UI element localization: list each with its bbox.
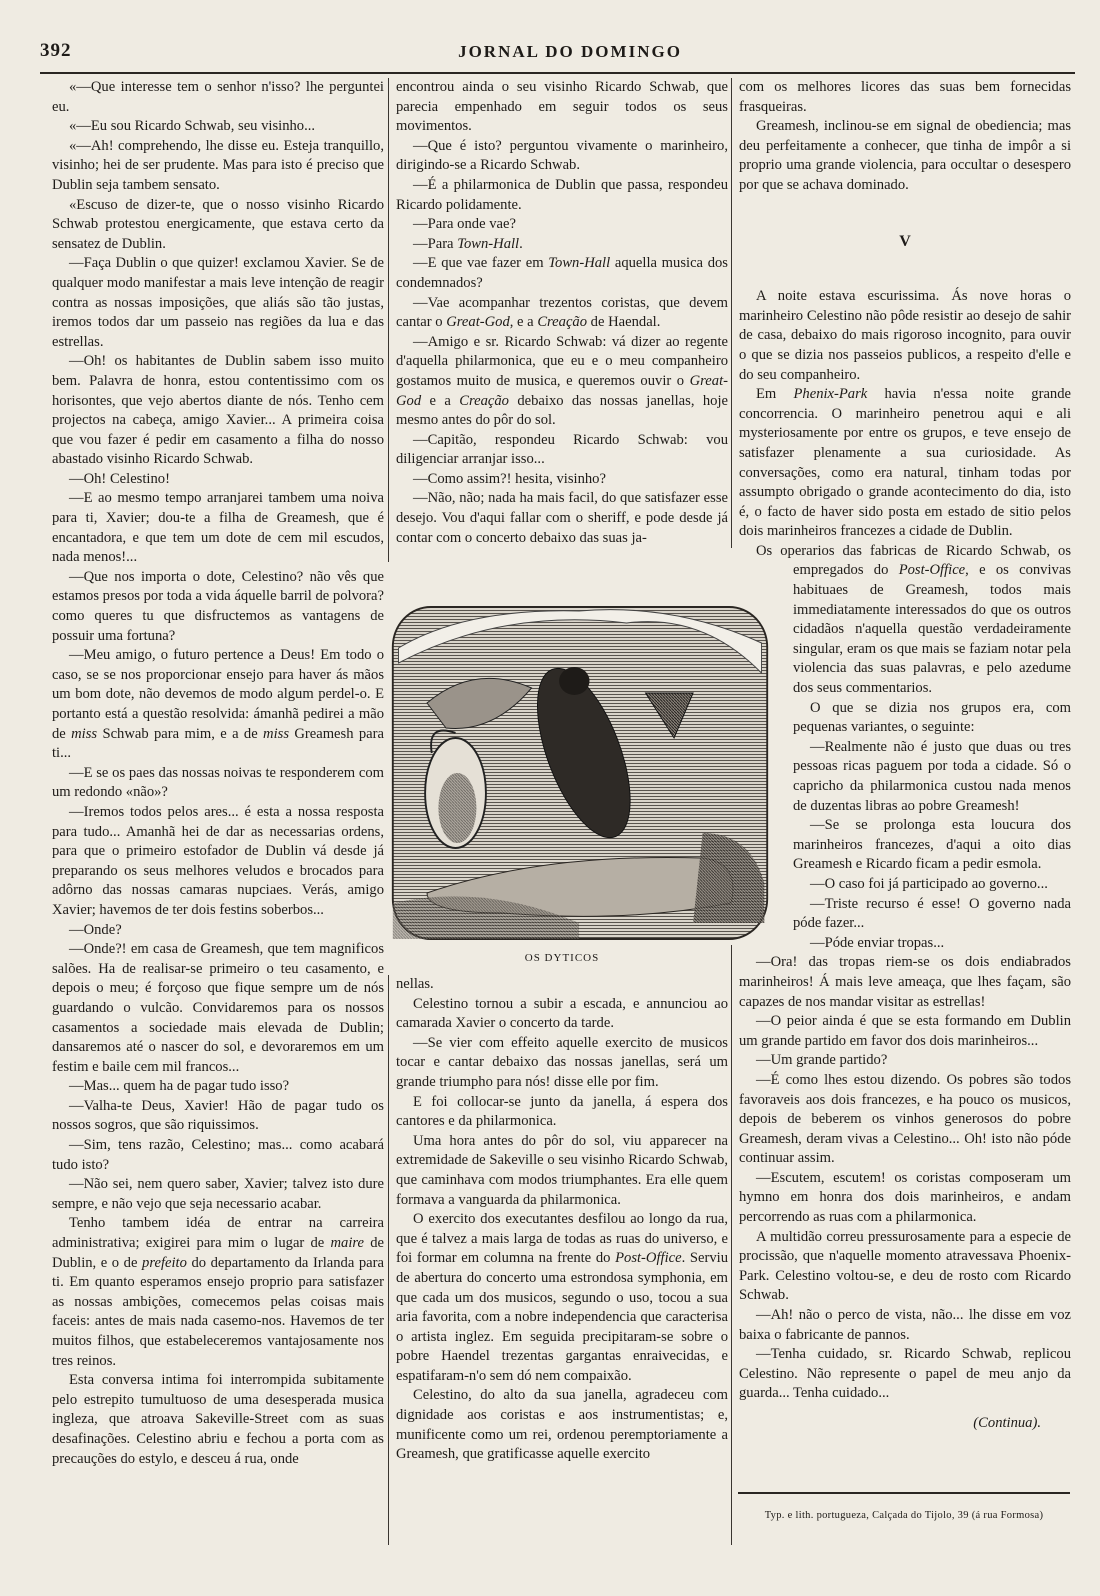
paragraph: O que se dizia nos grupos era, com pequenas variantes, o seguinte: xyxy=(793,699,1071,736)
text-run: . xyxy=(519,235,523,252)
italic-term: Great-God xyxy=(446,314,510,331)
text-run: Os operarios das fabricas de Ricardo Schwab, os empregados do xyxy=(756,542,1071,579)
italic-term: Town-Hall xyxy=(457,235,520,252)
italic-term: miss xyxy=(263,725,289,742)
paragraph: «—Que interesse tem o senhor n'isso? lhe perguntei eu. xyxy=(52,79,384,115)
paragraph: A noite estava escurissima. Ás nove horas o marinheiro Celestino não pôde resistir ao desejo de sahir de casa, debaixo do mais rigoroso incognito, para ouvir o que se dizia nos passeios publicos, a respeito d'elle e do seu companheiro. xyxy=(739,288,1071,383)
paragraph: E foi collocar-se junto da janella, á espera dos cantores e da philarmonica. xyxy=(396,1093,728,1130)
paragraph: —Ora! das tropas riem-se os dois endiabrados marinheiros! Á mais leve ameaça, que lhes façam, são capazes de nos mandar visitar as estrellas! xyxy=(739,954,1071,1010)
paragraph: —Sim, tens razão, Celestino; mas... como acabará tudo isto? xyxy=(52,1137,384,1173)
text-run: —Amigo e sr. Ricardo Schwab: vá dizer ao regente d'aquella philarmonica, que eu e o meu companheiro gostamos muito de musica, e queremos ouvir o xyxy=(396,333,728,389)
paragraph: Celestino tornou a subir a escada, e annunciou ao camarada Xavier o concerto da tarde. xyxy=(396,995,728,1032)
paragraph: —E se os paes das nossas noivas te responderem com um redondo «não»? xyxy=(52,764,384,801)
paragraph: «—Eu sou Ricardo Schwab, seu visinho... xyxy=(69,118,316,135)
text-run: debaixo das nossas janellas, hoje mesmo antes do pôr do sol. xyxy=(396,392,728,429)
text-run: —Vae acompanhar trezentos coristas, que devem cantar o xyxy=(396,294,728,331)
paragraph xyxy=(739,385,1071,542)
paragraph xyxy=(396,294,728,333)
footer-rule xyxy=(738,1492,1070,1494)
paragraph: —Ah! não o perco de vista, não... lhe disse em voz baixa o fabricante de pannos. xyxy=(739,1307,1071,1343)
paragraph: —Como assim?! hesita, visinho? xyxy=(413,470,606,487)
column-3 xyxy=(739,78,1071,1434)
paragraph: —O peior ainda é que se esta formando em Dublin um grande partido em favor dos dois marinheiros... xyxy=(739,1013,1071,1049)
chapter-heading: V xyxy=(899,232,911,250)
text-run: Greamesh para ti... xyxy=(52,725,384,762)
paragraph: «Escuso de dizer-te, que o nosso visinho Ricardo Schwab protestou energicamente, que estava certo da sensatez de Dublin. xyxy=(52,196,384,252)
paragraph xyxy=(52,1214,384,1371)
paragraph: —Onde? xyxy=(69,921,122,938)
text-run: Tenho tambem idéa de entrar na carreira administrativa; exigirei para mim o lugar de xyxy=(52,1215,384,1252)
text-run: e a xyxy=(421,392,460,409)
paragraph: —Iremos todos pelos ares... é esta a nossa resposta para tudo... Amanhã hei de dar as necessarias ordens, para que o primeiro estofador de Dublin vá desde já preparando os seus melhores veludos e brocados para adôrno das nossas camaras nupciaes. Verás, amigo Xavier; havemos de ter dois festins soberbos... xyxy=(52,803,384,918)
paragraph: —Se vier com effeito aquelle exercito de musicos tocar e cantar debaixo das nossas janellas, será um grande triumpho para nós! disse elle por fim. xyxy=(396,1034,728,1090)
paragraph: —Triste recurso é esse! O governo nada póde fazer... xyxy=(793,895,1071,932)
italic-term: Post-Office xyxy=(898,562,966,579)
column-2-bottom xyxy=(396,975,728,1465)
paragraph: Greamesh, inclinou-se em signal de obediencia; mas deu perfeitamente a conhecer, que tinha de impôr a si proprio uma grande violencia, para occultar o desespero por que se achava dominado. xyxy=(739,118,1071,193)
text-run: —Meu amigo, o futuro pertence a Deus! Em todo o caso, se se nos proporcionar ensejo para haver ás mãos um bom dote, não devemos de modo algum perdel-o. E portanto está a questão resolvida: ámanhã pedirei a mão de xyxy=(52,647,384,742)
continued-note: (Continua). xyxy=(973,1415,1041,1431)
paragraph: —O caso foi já participado ao governo... xyxy=(810,875,1048,892)
italic-term: prefeito xyxy=(142,1254,187,1271)
column-1 xyxy=(52,78,384,1469)
printer-imprint: Typ. e lith. portugueza, Calçada do Tijolo, 39 (á rua Formosa) xyxy=(764,1510,1044,1521)
paragraph: —Valha-te Deus, Xavier! Hão de pagar tudo os nossos sogros, que são riquissimos. xyxy=(52,1097,384,1134)
paragraph: —Oh! Celestino! xyxy=(69,470,170,487)
paragraph: encontrou ainda o seu visinho Ricardo Schwab, que parecia empenhado em seguir todos os seus movimentos. xyxy=(396,79,728,135)
italic-term: miss xyxy=(71,725,98,742)
paragraph: —Mas... quem ha de pagar tudo isso? xyxy=(69,1078,290,1095)
column-rule xyxy=(731,78,732,548)
page-number: 392 xyxy=(40,40,72,61)
paragraph: nellas. xyxy=(396,976,434,992)
paragraph: Celestino, do alto da sua janella, agradeceu com dignidade aos coristas e aos instrumentistas; e, munificente como um rei, ordenou peremptoriamente a Greamesh, que gratificasse aquelle exercito xyxy=(396,1387,728,1463)
paragraph: —Escutem, escutem! os coristas composeram um hymno em honra dos dois marinheiros, e andam percorrendo as ruas com a philarmonica. xyxy=(739,1169,1071,1226)
paragraph: Uma hora antes do pôr do sol, viu apparecer na extremidade de Sakeville o seu visinho Ricardo Schwab, que caminhava com modos triumphantes. Era elle quem formava a vanguarda da philarmonica. xyxy=(396,1132,728,1208)
italic-term: Creação xyxy=(537,314,588,331)
text-run: do departamento da Irlanda para ti. Em quanto esperamos ensejo proprio para satisfazer as nossas ambições, comecemos pelas coisas mais faceis: antes de mais nada casemo-nos. Havemos de ter muitos filhos, que estabeleceremos vantajosamente nos tres reinos. xyxy=(52,1254,384,1369)
text-run: —E que vae fazer em xyxy=(413,255,549,272)
paragraph: —Não, não; nada ha mais facil, do que satisfazer esse desejo. Vou d'aqui fallar com o sheriff, e pode desde já contar com o concerto debaixo das suas ja- xyxy=(396,490,728,546)
paragraph: —Póde enviar tropas... xyxy=(810,934,945,951)
beetle-engraving xyxy=(389,603,771,943)
column-rule xyxy=(388,78,389,562)
italic-term: maire xyxy=(330,1235,364,1252)
text-run: O exercito dos executantes desfilou ao longo da rua, que é talvez a mais larga de todas as ruas do universo, e foi formar em columna na frente do xyxy=(396,1211,728,1267)
text-run: —Para xyxy=(413,235,458,252)
illustration-caption: OS DYTICOS xyxy=(524,952,600,964)
paragraph: —Que é isto? perguntou vivamente o marinheiro, dirigindo-se a Ricardo Schwab. xyxy=(396,137,728,174)
paragraph xyxy=(396,333,728,431)
text-run: aquella musica dos condemnados? xyxy=(396,255,728,291)
text-run: , e a xyxy=(509,314,538,331)
paragraph: A multidão correu pressurosamente para a especie de procissão, que n'aquelle momento atravessava Phoenix-Park. Celestino voltou-se, e deu de rosto com Ricardo Schwab. xyxy=(739,1228,1071,1304)
paragraph: Esta conversa intima foi interrompida subitamente pelo estrepito tumultuoso de uma desesperada musica ingleza, que atroava Sakeville-Street com as suas desafinações. Celestino abriu e fechou a porta com as precauções do estylo, e desceu á rua, onde xyxy=(52,1372,384,1467)
paragraph: —Um grande partido? xyxy=(756,1052,888,1069)
italic-term: Creação xyxy=(459,392,509,409)
header-rule xyxy=(40,72,1075,74)
paragraph: com os melhores licores das suas bem fornecidas frasqueiras. xyxy=(739,79,1071,115)
paragraph: —É como lhes estou dizendo. Os pobres são todos favoraveis aos dois francezes, e ha pouco os musicos, depois de beberem os vinhos generosos do pobre Greamesh, deram vivas a Celestino... Oh! isto não póde continuar assim. xyxy=(739,1071,1071,1167)
paragraph: «—Ah! comprehendo, lhe disse eu. Esteja tranquillo, visinho; hei de ser prudente. Mas para isto é preciso que Dublin seja tambem sensato. xyxy=(52,137,384,193)
paragraph: —Faça Dublin o que quizer! exclamou Xavier. Se de qualquer modo manifestar a mais leve intenção de reagir contra as nossas imposições, que aliás são tão justas, iremos todos dar um passeio nas regiões da lua e das estrellas. xyxy=(52,255,384,350)
column-rule xyxy=(731,945,732,1545)
illustration-dyticos xyxy=(389,603,771,943)
paragraph: —Se se prolonga esta loucura dos marinheiros francezes, d'aqui a oito dias Greamesh e Ricardo ficam a pedir esmola. xyxy=(793,817,1071,873)
paragraph: —Oh! os habitantes de Dublin sabem isso muito bem. Palavra de honra, estou contentissimo com os horisontes, que vejo abertos diante de nós. Tenho cem projectos na cabeça, amigo Xavier... A primeira coisa que vou fazer é pedir em casamento a filha do nosso abastado visinho Ricardo Schwab. xyxy=(52,353,384,468)
column-rule xyxy=(388,975,389,1545)
paragraph xyxy=(52,646,384,764)
paragraph: —Para onde vae? xyxy=(413,216,516,233)
italic-term: Phenix-Park xyxy=(793,386,868,403)
text-run: de Haendal. xyxy=(587,314,661,331)
paragraph: —Que nos importa o dote, Celestino? não vês que estamos presos por toda a vida áquelle barril de polvora? como queres tu que disfructemos as vantagens de possuir uma fortuna? xyxy=(52,568,384,644)
paragraph xyxy=(396,235,728,255)
text-run: Schwab para mim, e a de xyxy=(97,725,264,742)
text-run: de Dublin, e o de xyxy=(52,1235,384,1271)
paragraph: —Realmente não é justo que duas ou tres pessoas ricas paguem por toda a cidade. Só o capricho da philarmonica custou nada menos de duzentas libras ao pobre Greamesh! xyxy=(793,738,1071,814)
text-run: , e os convivas habituaes de Greamesh, todos mais immediatamente interessados do que os outros cidadãos n'aquella questão verdadeiramente singular, eram os que mais se faziam notar pela violencia das suas palavras, e pelo azedume dos seus commentarios. xyxy=(793,562,1071,697)
text-run: havia n'essa noite grande concorrencia. O marinheiro penetrou aqui e ali mysteriosamente por entre os grupos, e teve ensejo de satisfazer plenamente a sua curiosidade. As conversações, como era natural, tinham todas por assumpto obrigado o grande acontecimento do dia, isto é, o facto de haver sido posta em estado de sitio pelos dois marinheiros francezes a cidade de Dublin. xyxy=(739,386,1071,540)
paragraph xyxy=(396,254,728,293)
column-3-top-text xyxy=(739,78,1071,196)
newspaper-title: JORNAL DO DOMINGO xyxy=(458,42,682,61)
paragraph: —Onde?! em casa de Greamesh, que tem magnificos salões. Ha de realisar-se primeiro o teu casamento, e depois o meu; é forçoso que fique sempre um de nós guardando o vulcão. Convidaremos para os nossos casamentos a sociedade mais elevada de Dublin; dansaremos até o nascer do sol, e devoraremos em um festim e baile cem mil francos... xyxy=(52,941,384,1075)
paragraph: —E ao mesmo tempo arranjarei tambem uma noiva para ti, Xavier; dou-te a filha de Greamesh, que é encantadora, e que tem um dote de cem mil escudos, nada menos!... xyxy=(52,490,384,566)
text-run: . Serviu de abertura do concerto uma estrondosa symphonia, em que cada um dos musicos, segundo o uso, tocou a sua aria favorita, com a nobre independencia que caracterisa o artista inglez. Em seguida precipitaram-se sobre o pobre Haendel trezentas gargantas enraivecidas, e espatifaram-n'o sem dó nem compaixão. xyxy=(396,1250,729,1384)
italic-term: Town-Hall xyxy=(548,255,611,272)
column-2-top xyxy=(396,78,728,548)
paragraph: —Capitão, respondeu Ricardo Schwab: vou diligenciar arranjar isso... xyxy=(396,431,728,468)
paragraph: —É a philarmonica de Dublin que passa, respondeu Ricardo polidamente. xyxy=(396,176,728,213)
text-run: Em xyxy=(756,386,794,403)
paragraph: —Tenha cuidado, sr. Ricardo Schwab, replicou Celestino. Não represente o papel de meu anjo da guarda... Tenha cuidado... xyxy=(739,1346,1071,1402)
paragraph xyxy=(396,1210,728,1386)
italic-term: Post-Office xyxy=(615,1250,682,1267)
italic-term: Great-God xyxy=(396,372,728,409)
paragraph: —Não sei, nem quero saber, Xavier; talvez isto dure sempre, e não vejo que seja necessario acabar. xyxy=(52,1176,384,1212)
